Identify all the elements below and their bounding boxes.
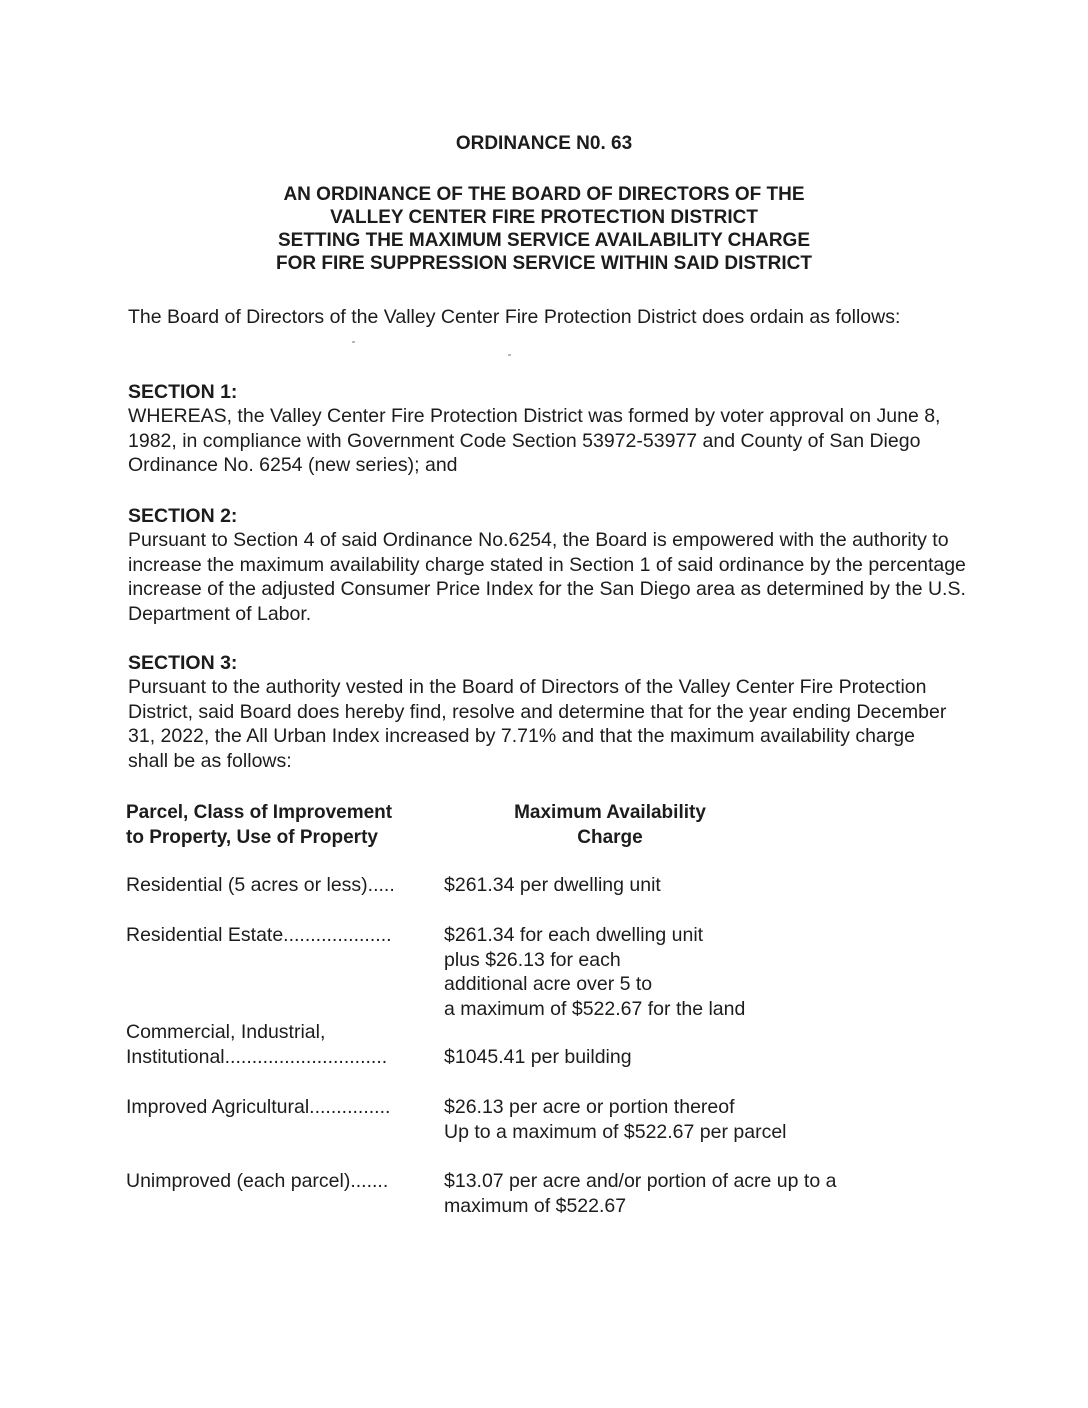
scan-speck bbox=[508, 354, 511, 356]
row-charge-line: $261.34 per dwelling unit bbox=[444, 874, 661, 896]
row-label-line: Unimproved (each parcel)....... bbox=[126, 1170, 389, 1192]
ordinance-number: ORDINANCE N0. 63 bbox=[455, 133, 633, 154]
table-header-line: Parcel, Class of Improvement bbox=[126, 802, 393, 823]
table-row-label-residential bbox=[126, 873, 418, 898]
table-row-label-improved-agricultural bbox=[126, 1095, 418, 1120]
row-charge-line: $261.34 for each dwelling unit bbox=[444, 924, 704, 946]
table-header-line: Charge bbox=[577, 826, 643, 848]
row-charge-line: additional acre over 5 to bbox=[444, 973, 653, 995]
row-charge-line: $1045.41 per building bbox=[444, 1046, 632, 1068]
ordinance-title-line: VALLEY CENTER FIRE PROTECTION DISTRICT bbox=[330, 207, 758, 228]
table-row-charge-residential-estate bbox=[444, 923, 964, 1021]
intro-paragraph: The Board of Directors of the Valley Center Fire Protection District does ordain as follows: bbox=[128, 306, 901, 328]
section-1-heading: SECTION 1: bbox=[128, 381, 238, 403]
row-charge-line: $13.07 per acre and/or portion of acre up to a bbox=[444, 1170, 837, 1192]
row-charge-line: Up to a maximum of $522.67 per parcel bbox=[444, 1120, 787, 1143]
section-2-heading: SECTION 2: bbox=[128, 505, 238, 527]
row-label-line: Residential (5 acres or less)..... bbox=[126, 874, 395, 896]
table-row-label-unimproved bbox=[126, 1169, 418, 1194]
ordinance-title-line: SETTING THE MAXIMUM SERVICE AVAILABILITY CHARGE bbox=[277, 230, 811, 251]
table-header-line: Maximum Availability bbox=[514, 802, 706, 823]
row-label-line: Commercial, Industrial, bbox=[126, 1021, 326, 1043]
table-row-label-commercial bbox=[126, 1020, 418, 1069]
table-header-maximum-charge bbox=[445, 801, 775, 850]
ordinance-title bbox=[0, 183, 1088, 275]
table-header-line: to Property, Use of Property bbox=[126, 826, 378, 848]
row-label-line: Institutional.............................. bbox=[126, 1045, 388, 1068]
table-row-charge-residential bbox=[444, 873, 964, 898]
row-charge-line: plus $26.13 for each bbox=[444, 948, 621, 971]
section-1-text: WHEREAS, the Valley Center Fire Protection District was formed by voter approval on June 8, 1982, in compliance with Government Code Section 53972-53977 and County of San Diego Ordinance No. 6254 (new series); and bbox=[128, 405, 941, 476]
row-charge-line: $26.13 per acre or portion thereof bbox=[444, 1096, 735, 1118]
row-label-line: Residential Estate.................... bbox=[126, 924, 392, 946]
table-row-charge-improved-agricultural bbox=[444, 1095, 964, 1144]
table-row-charge-unimproved bbox=[444, 1169, 964, 1218]
row-label-line: Improved Agricultural............... bbox=[126, 1096, 391, 1118]
section-3-text: Pursuant to the authority vested in the Board of Directors of the Valley Center Fire Protection District, said Board does hereby find, resolve and determine that for the year ending December 31, 2022, the All Urban Index increased by 7.71% and that the maximum availability charge shall be as follows: bbox=[128, 676, 947, 772]
scan-speck bbox=[352, 341, 355, 343]
table-header-parcel-class bbox=[126, 801, 446, 850]
row-charge-line: a maximum of $522.67 for the land bbox=[444, 997, 746, 1020]
ordinance-title-line: FOR FIRE SUPPRESSION SERVICE WITHIN SAID DISTRICT bbox=[276, 253, 812, 274]
table-row-charge-commercial bbox=[444, 1045, 964, 1070]
section-3-heading: SECTION 3: bbox=[128, 652, 238, 674]
section-2-text: Pursuant to Section 4 of said Ordinance No.6254, the Board is empowered with the authority to increase the maximum availability charge stated in Section 1 of said ordinance by the percentage increase of the adjusted Consumer Price Index for the San Diego area as determined by the U.S. Department of Labor. bbox=[128, 529, 966, 625]
row-charge-line: maximum of $522.67 bbox=[444, 1194, 627, 1217]
table-row-label-residential-estate bbox=[126, 923, 418, 948]
ordinance-title-line: AN ORDINANCE OF THE BOARD OF DIRECTORS OF THE bbox=[283, 184, 805, 205]
